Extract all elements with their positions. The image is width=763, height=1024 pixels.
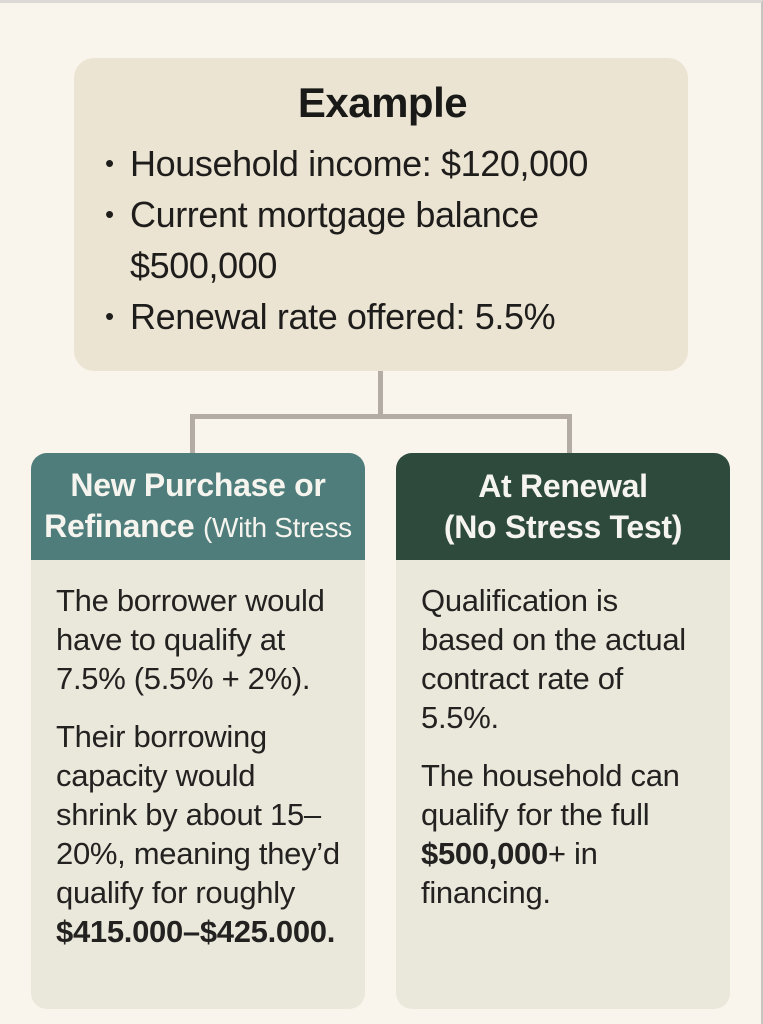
card-right-body bbox=[396, 560, 730, 1009]
example-card bbox=[74, 58, 688, 371]
card-left-header-line2 bbox=[44, 506, 352, 548]
card-right-paragraph-2-text: The household can qualify for the full bbox=[421, 758, 680, 832]
card-left-header-line2-bold: Refinance bbox=[44, 508, 195, 544]
bullet-household-income bbox=[105, 138, 660, 189]
card-right-paragraph-2 bbox=[421, 756, 706, 912]
card-left-paragraph-2 bbox=[56, 717, 341, 951]
card-left-header bbox=[31, 453, 365, 560]
example-bullet-list bbox=[105, 138, 660, 342]
card-left-header-line1: New Purchase or bbox=[70, 467, 326, 503]
bullet-text: Renewal rate offered: 5.5% bbox=[130, 296, 556, 337]
bullet-mortgage-balance bbox=[105, 189, 660, 291]
bullet-dot-icon: • bbox=[105, 148, 114, 178]
bullet-line-1: Current mortgage balance bbox=[130, 194, 539, 235]
connector-left-drop-line bbox=[190, 414, 195, 455]
bullet-renewal-rate bbox=[105, 291, 660, 342]
card-left-paragraph-2-text: Their borrowing capacity would shrink by about 15–20%, meaning they’d qualify for roughly bbox=[56, 719, 340, 910]
card-right-header-line1: At Renewal bbox=[478, 467, 648, 504]
card-right-paragraph-2-amount: $500,000 bbox=[421, 836, 548, 871]
connector-right-drop-line bbox=[567, 414, 572, 455]
card-right-paragraph-2-suffix: + in financing. bbox=[421, 836, 598, 910]
card-right-paragraph-1: Qualification is based on the actual contract rate of 5.5%. bbox=[421, 583, 686, 735]
card-right-header bbox=[396, 453, 730, 560]
bullet-text: Household income: $120,000 bbox=[130, 143, 588, 184]
card-left-paragraph-1: The borrower would have to qualify at 7.5% (5.5% + 2%). bbox=[56, 583, 325, 696]
connector-stem-line bbox=[378, 371, 383, 417]
card-left-header-line2-light: (With Stress bbox=[202, 512, 352, 543]
card-left-paragraph-2-amount: $415.000–$425.000. bbox=[56, 914, 336, 949]
bullet-text bbox=[130, 189, 539, 291]
card-at-renewal bbox=[396, 453, 730, 1009]
bullet-dot-icon: • bbox=[105, 199, 114, 229]
card-left-body bbox=[31, 560, 365, 1009]
card-new-purchase-refinance bbox=[31, 453, 365, 1009]
bullet-line-2: $500,000 bbox=[130, 245, 277, 286]
bullet-dot-icon: • bbox=[105, 301, 114, 331]
card-right-header-line2: (No Stress Test) bbox=[443, 508, 683, 545]
example-title: Example bbox=[297, 79, 468, 126]
connector-horizontal-line bbox=[190, 414, 572, 419]
